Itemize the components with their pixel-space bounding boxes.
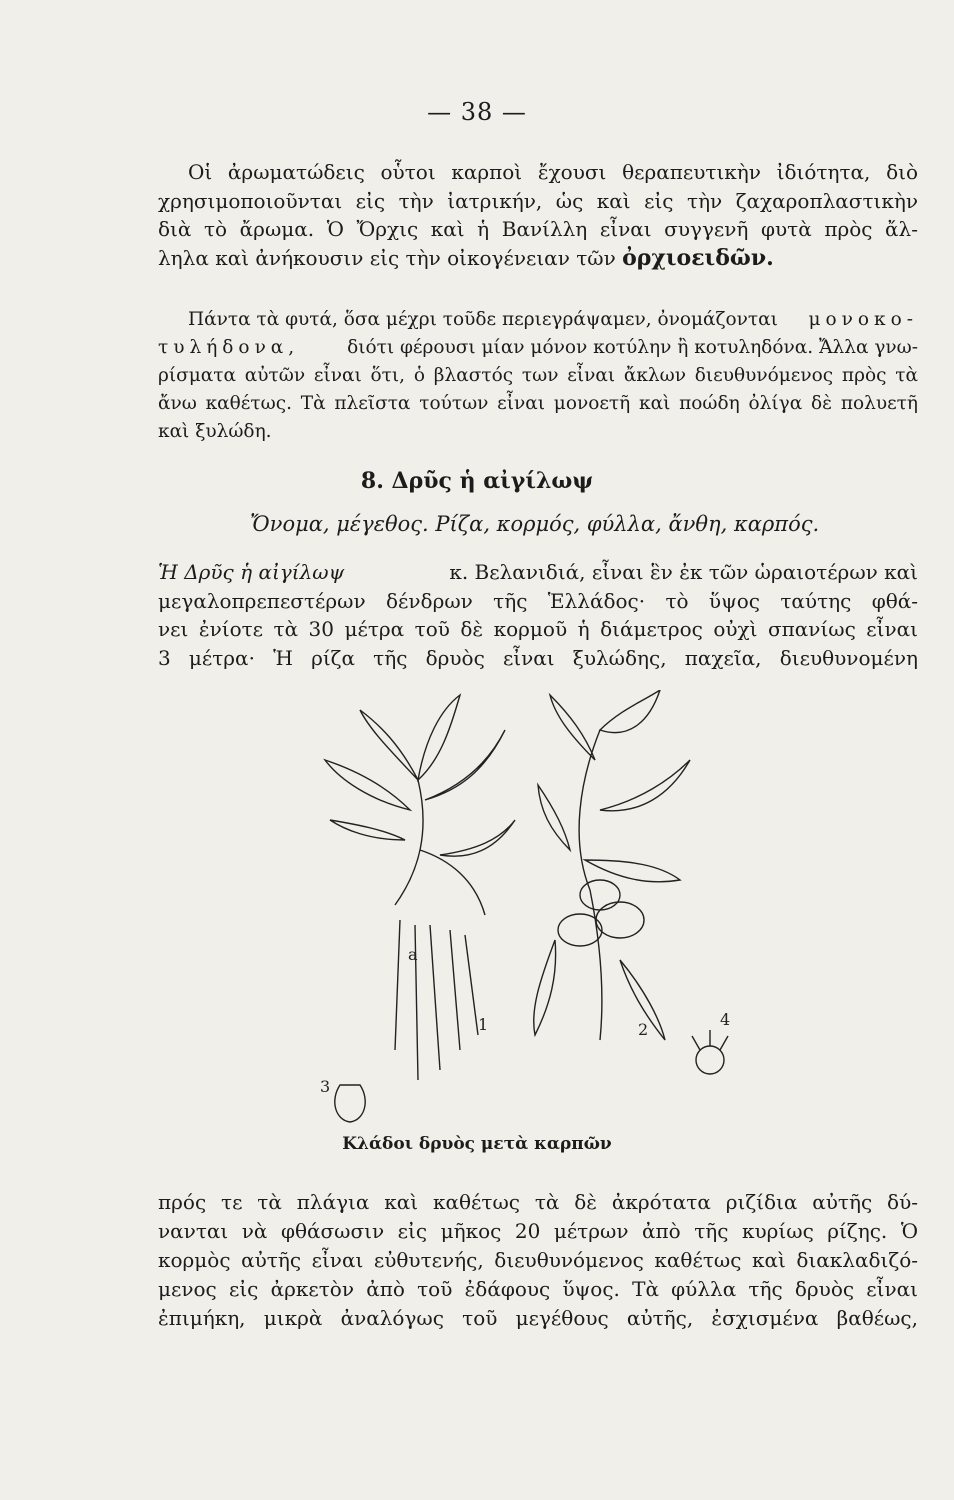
left-twig xyxy=(420,850,485,915)
text-line: 3 μέτρα· Ἡ ρίζα τῆς δρυὸς εἶναι ξυλώδης, παχεῖα, διευθυνομένη xyxy=(158,645,918,670)
left-stem xyxy=(395,780,423,905)
left-leaf-3 xyxy=(325,760,410,810)
text-line-with-term xyxy=(158,306,918,334)
text-line: ρίσματα αὐτῶν εἶναι ὅτι, ὁ βλαστός των εἶναι ἄκλων διευθυνόμενος πρὸς τὰ xyxy=(158,365,918,386)
text-line: διὰ τὸ ἄρωμα. Ὁ Ὄρχις καὶ ἡ Βανίλλη εἶναι συγγενῆ φυτὰ πρὸς ἄλ- xyxy=(158,217,918,241)
catkin-1 xyxy=(395,920,400,1050)
paragraph-roots-trunk-leaves xyxy=(158,1188,918,1333)
paragraph-aromatic-fruits xyxy=(158,158,918,272)
acorn-cup xyxy=(335,1085,365,1122)
text-line: μενος εἰς ἀρκετὸν ἀπὸ τοῦ ἐδάφους ὕψος. Τὰ φύλλα τῆς δρυὸς εἶναι xyxy=(158,1277,918,1301)
right-leaf-1 xyxy=(600,690,660,733)
left-leaf-4 xyxy=(425,730,505,800)
acorn-3 xyxy=(580,880,620,910)
figure-label-4: 4 xyxy=(720,1010,731,1029)
left-leaf-2 xyxy=(418,695,460,780)
text-line: μεγαλοπρεπεστέρων δένδρων τῆς Ἑλλάδος· τὸ ὕψος ταύτης φθά- xyxy=(158,588,918,613)
paragraph-monocotyledons xyxy=(158,306,918,446)
small-flower xyxy=(696,1046,724,1074)
text-line: νανται νὰ φθάσωσιν εἰς μῆκος 20 μέτρων ἀπὸ τῆς κυρίως ρίζης. Ὁ xyxy=(158,1219,918,1243)
left-leaf-5 xyxy=(330,820,405,840)
oak-branch-illustration xyxy=(300,690,740,1130)
family-name-term: ὀρχιοειδῶν. xyxy=(622,244,774,271)
paragraph-oak-description xyxy=(158,558,918,672)
catkin-5 xyxy=(465,935,478,1035)
text-line: κορμὸς αὐτῆς εἶναι εὐθυτενής, διευθυνόμενος καθέτως καὶ διακλαδιζό- xyxy=(158,1248,918,1272)
text-line: καὶ ξυλώδη. xyxy=(158,421,272,442)
right-leaf-4 xyxy=(585,860,680,882)
text-fragment: διότι φέρουσι μίαν μόνον κοτύλην ἢ κοτυληδόνα. Ἄλλα γνω- xyxy=(347,337,918,358)
right-leaf-2 xyxy=(550,695,595,760)
text-fragment: κ. Βελανιδιά, εἶναι ἓν ἐκ τῶν ὡραιοτέρων καὶ xyxy=(449,560,918,584)
figure-label-3: 3 xyxy=(320,1077,331,1096)
figure-label-a: a xyxy=(408,945,418,964)
section-subheading: Ὄνομα, μέγεθος. Ρίζα, κορμός, φύλλα, ἄνθη, καρπός. xyxy=(250,512,820,536)
oak-branch-drawing xyxy=(300,690,740,1130)
figure-label-2: 2 xyxy=(638,1020,649,1039)
text-line: ἐπιμήκη, μικρὰ ἀναλόγως τοῦ μεγέθους αὐτῆς, ἐσχισμένα βαθέως, xyxy=(158,1306,918,1330)
text-line: νει ἐνίοτε τὰ 30 μέτρα τοῦ δὲ κορμοῦ ἡ διάμετρος οὐχὶ σπανίως εἶναι xyxy=(158,617,918,641)
right-leaf-3 xyxy=(600,760,690,811)
text-line: πρός τε τὰ πλάγια καὶ καθέτως τὰ δὲ ἀκρότατα ριζίδια αὐτῆς δύ- xyxy=(158,1190,918,1214)
catkin-4 xyxy=(450,930,460,1050)
text-line: χρησιμοποιοῦνται εἰς τὴν ἰατρικήν, ὡς καὶ εἰς τὴν ζαχαροπλαστικὴν xyxy=(158,188,918,213)
right-leaf-5 xyxy=(538,785,570,850)
left-leaf-6 xyxy=(440,820,515,856)
text-line-with-term xyxy=(158,244,918,273)
text-line: ἄνω καθέτως. Τὰ πλεῖστα τούτων εἶναι μονοετῆ καὶ ποώδη ὀλίγα δὲ πολυετῆ xyxy=(158,393,918,414)
monocotyledon-term-end: τυλήδονα, xyxy=(158,337,300,358)
oak-name-intro: Ἡ Δρῦς ἡ αἰγίλωψ xyxy=(158,560,345,584)
text-line: Οἱ ἀρωματώδεις οὗτοι καρποὶ ἔχουσι θεραπευτικὴν ἰδιότητα, διὸ xyxy=(188,160,918,184)
text-fragment: Πάντα τὰ φυτά, ὅσα μέχρι τοῦδε περιεγράψαμεν, ὀνομάζονται xyxy=(188,309,778,330)
figure-caption: Κλάδοι δρυὸς μετὰ καρπῶν xyxy=(342,1134,612,1154)
acorn-2 xyxy=(596,902,644,938)
left-leaf-1 xyxy=(360,710,418,780)
text-line-with-term xyxy=(158,334,918,362)
figure-label-1: 1 xyxy=(478,1015,489,1034)
text-fragment: ληλα καὶ ἀνήκουσιν εἰς τὴν οἰκογένειαν τῶν xyxy=(158,245,616,270)
text-line-with-intro xyxy=(158,558,918,587)
page-number: — 38 — xyxy=(427,98,527,126)
catkin-3 xyxy=(430,925,440,1070)
right-leaf-6 xyxy=(534,940,556,1035)
section-heading: 8. Δρῦς ἡ αἰγίλωψ xyxy=(360,468,594,494)
right-stem xyxy=(590,890,602,1040)
monocotyledon-term: μονοκο- xyxy=(808,309,918,330)
small-flower-stamens xyxy=(692,1030,728,1050)
